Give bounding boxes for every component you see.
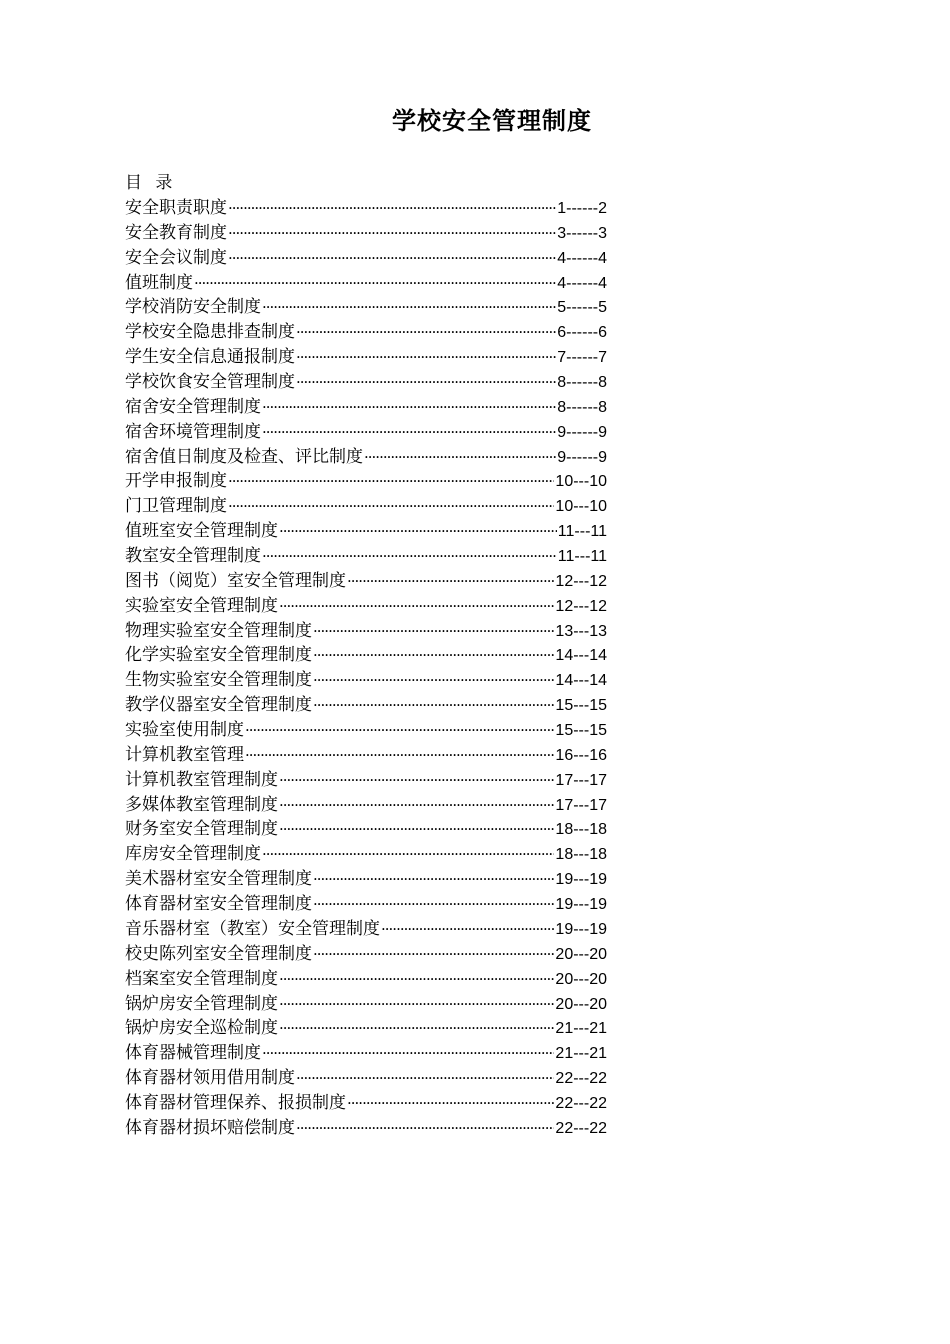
- toc-entry: [125, 494, 607, 519]
- toc-entry-pages: 8------8: [557, 374, 607, 392]
- toc-entry-label: 锅炉房安全巡检制度: [125, 1018, 278, 1039]
- toc-entry-pages: 19---19: [555, 871, 607, 889]
- toc-entry-label: 体育器材管理保养、报损制度: [125, 1092, 346, 1113]
- toc-entry-label: 实验室使用制度: [125, 720, 244, 741]
- toc-entry-label: 体育器械管理制度: [125, 1043, 261, 1064]
- toc-dot-leader: [296, 1066, 554, 1091]
- toc-entry-label: 图书（阅览）室安全管理制度: [125, 570, 346, 591]
- toc-dot-leader: [245, 743, 554, 768]
- toc-entry-label: 美术器材室安全管理制度: [125, 869, 312, 890]
- toc-entry-label: 库房安全管理制度: [125, 844, 261, 865]
- toc-entry-label: 教室安全管理制度: [125, 546, 261, 567]
- toc-entry-pages: 21---21: [555, 1020, 607, 1038]
- toc-entry-label: 多媒体教室管理制度: [125, 794, 278, 815]
- document-title: 学校安全管理制度: [392, 107, 592, 135]
- toc-entry-pages: 10---10: [555, 473, 607, 491]
- toc-entry: [125, 817, 607, 842]
- toc-entry: [125, 743, 607, 768]
- toc-dot-leader: [381, 917, 554, 942]
- toc-entry-label: 学生安全信息通报制度: [125, 347, 295, 368]
- toc-entry-pages: 6------6: [557, 324, 607, 342]
- toc-entry-pages: 5------5: [557, 299, 607, 317]
- toc-entry: [125, 395, 607, 420]
- toc-entry: [125, 992, 607, 1017]
- toc-entry-label: 学校消防安全制度: [125, 297, 261, 318]
- toc-dot-leader: [262, 544, 557, 569]
- toc-dot-leader: [194, 271, 556, 296]
- toc-entry-label: 档案室安全管理制度: [125, 968, 278, 989]
- toc-dot-leader: [313, 693, 554, 718]
- toc-entry-pages: 18---18: [555, 821, 607, 839]
- toc-dot-leader: [296, 345, 556, 370]
- toc-entry-label: 教学仪器室安全管理制度: [125, 695, 312, 716]
- toc-entry-label: 计算机教室管理: [125, 744, 244, 765]
- toc-entry-label: 生物实验室安全管理制度: [125, 670, 312, 691]
- toc-entry-pages: 20---20: [555, 970, 607, 988]
- toc-entry-pages: 12---12: [555, 572, 607, 590]
- toc-entry-pages: 17---17: [555, 771, 607, 789]
- toc-entry-pages: 22---22: [555, 1070, 607, 1088]
- toc-entry-pages: 3------3: [557, 224, 607, 242]
- toc-entry: [125, 519, 607, 544]
- toc-entry: [125, 469, 607, 494]
- toc-entry: [125, 221, 607, 246]
- toc-entry: [125, 1041, 607, 1066]
- toc-entry: [125, 867, 607, 892]
- toc-entry: [125, 544, 607, 569]
- toc-dot-leader: [262, 395, 556, 420]
- toc-entry-label: 值班制度: [125, 272, 193, 293]
- toc-entry-pages: 1------2: [557, 200, 607, 217]
- toc-entry: [125, 693, 607, 718]
- toc-entry: [125, 1091, 607, 1116]
- toc-dot-leader: [228, 246, 556, 271]
- toc-dot-leader: [279, 793, 554, 818]
- toc-dot-leader: [228, 494, 554, 519]
- table-of-contents: [125, 171, 607, 1141]
- toc-entry: [125, 643, 607, 668]
- toc-entry: [125, 271, 607, 296]
- toc-entry-label: 宿舍环境管理制度: [125, 421, 261, 442]
- toc-entry-pages: 14---14: [555, 672, 607, 690]
- toc-dot-leader: [279, 817, 554, 842]
- toc-entry: [125, 892, 607, 917]
- toc-entry: [125, 594, 607, 619]
- toc-entry-pages: 9------9: [557, 448, 607, 466]
- toc-dot-leader: [262, 295, 556, 320]
- toc-heading: 目 录: [125, 173, 177, 193]
- toc-entry-pages: 13---13: [555, 622, 607, 640]
- toc-dot-leader: [364, 445, 556, 470]
- toc-entry-pages: 22---22: [555, 1094, 607, 1112]
- toc-entry: [125, 196, 607, 221]
- toc-entry-pages: 21---21: [555, 1045, 607, 1063]
- toc-entry-pages: 15---15: [555, 722, 607, 740]
- toc-entry-pages: 20---20: [555, 995, 607, 1013]
- toc-entry-pages: 12---12: [555, 597, 607, 615]
- toc-entry-label: 安全会议制度: [125, 247, 227, 268]
- toc-entry: [125, 569, 607, 594]
- toc-entry-label: 体育器材领用借用制度: [125, 1068, 295, 1089]
- toc-entry-label: 校史陈列室安全管理制度: [125, 943, 312, 964]
- toc-entry-pages: 10---10: [555, 498, 607, 516]
- toc-entry: [125, 320, 607, 345]
- toc-entry-label: 开学申报制度: [125, 471, 227, 492]
- toc-entry: [125, 718, 607, 743]
- toc-entry-pages: 11---11: [557, 548, 607, 566]
- toc-entry-label: 宿舍值日制度及检查、评比制度: [125, 446, 363, 467]
- toc-dot-leader: [279, 519, 557, 544]
- toc-entry-label: 宿舍安全管理制度: [125, 396, 261, 417]
- toc-entry-pages: 22---22: [555, 1119, 607, 1137]
- toc-entry-pages: 15---15: [555, 697, 607, 715]
- toc-dot-leader: [313, 619, 554, 644]
- toc-entry-label: 门卫管理制度: [125, 496, 227, 517]
- toc-entry: [125, 967, 607, 992]
- toc-entry: [125, 793, 607, 818]
- toc-entry-label: 学校饮食安全管理制度: [125, 372, 295, 393]
- toc-dot-leader: [313, 892, 554, 917]
- toc-entry-label: 值班室安全管理制度: [125, 521, 278, 542]
- toc-entry-label: 体育器材室安全管理制度: [125, 894, 312, 915]
- toc-entry: [125, 345, 607, 370]
- toc-dot-leader: [228, 469, 554, 494]
- toc-dot-leader: [262, 1041, 554, 1066]
- toc-entry-pages: 14---14: [555, 647, 607, 665]
- toc-entry-label: 实验室安全管理制度: [125, 595, 278, 616]
- toc-dot-leader: [313, 942, 554, 967]
- toc-entry: [125, 917, 607, 942]
- toc-dot-leader: [347, 569, 554, 594]
- toc-dot-leader: [245, 718, 554, 743]
- toc-entry: [125, 370, 607, 395]
- toc-entry-label: 计算机教室管理制度: [125, 769, 278, 790]
- toc-entry-pages: 19---19: [555, 920, 607, 938]
- toc-entry: [125, 768, 607, 793]
- toc-entry-label: 化学实验室安全管理制度: [125, 645, 312, 666]
- toc-entry-pages: 4------4: [557, 249, 607, 267]
- toc-entry-label: 学校安全隐患排查制度: [125, 322, 295, 343]
- toc-entry-pages: 17---17: [555, 796, 607, 814]
- toc-dot-leader: [279, 594, 554, 619]
- toc-dot-leader: [313, 867, 554, 892]
- toc-entries: [125, 196, 607, 1141]
- toc-dot-leader: [279, 1016, 554, 1041]
- toc-entry-label: 音乐器材室（教室）安全管理制度: [125, 918, 380, 939]
- toc-entry: [125, 1116, 607, 1141]
- toc-dot-leader: [296, 1116, 554, 1141]
- toc-dot-leader: [279, 768, 554, 793]
- toc-entry-pages: 18---18: [555, 846, 607, 864]
- toc-entry-pages: 19---19: [555, 896, 607, 914]
- toc-entry: [125, 668, 607, 693]
- toc-dot-leader: [228, 196, 556, 221]
- toc-entry: [125, 1066, 607, 1091]
- toc-entry-label: 安全教育制度: [125, 222, 227, 243]
- toc-entry-pages: 20---20: [555, 945, 607, 963]
- toc-entry: [125, 942, 607, 967]
- toc-dot-leader: [262, 420, 556, 445]
- toc-entry-pages: 4------4: [557, 274, 607, 292]
- toc-dot-leader: [279, 992, 554, 1017]
- toc-entry: [125, 1016, 607, 1041]
- toc-entry-pages: 9------9: [557, 423, 607, 441]
- toc-dot-leader: [262, 842, 554, 867]
- toc-dot-leader: [296, 370, 556, 395]
- toc-entry: [125, 445, 607, 470]
- toc-dot-leader: [313, 668, 554, 693]
- toc-dot-leader: [347, 1091, 554, 1116]
- toc-entry-label: 财务室安全管理制度: [125, 819, 278, 840]
- toc-entry: [125, 619, 607, 644]
- toc-entry-pages: 16---16: [555, 746, 607, 764]
- toc-entry-pages: 8------8: [557, 398, 607, 416]
- toc-entry: [125, 246, 607, 271]
- toc-entry-pages: 7------7: [557, 349, 607, 367]
- toc-entry: [125, 295, 607, 320]
- toc-entry-label: 体育器材损坏赔偿制度: [125, 1117, 295, 1138]
- toc-entry-pages: 11---11: [557, 523, 607, 541]
- toc-entry: [125, 842, 607, 867]
- toc-dot-leader: [228, 221, 556, 246]
- toc-entry: [125, 420, 607, 445]
- toc-dot-leader: [296, 320, 556, 345]
- toc-entry-label: 安全职责职度: [125, 198, 227, 218]
- toc-entry-label: 物理实验室安全管理制度: [125, 620, 312, 641]
- toc-dot-leader: [313, 643, 554, 668]
- toc-dot-leader: [279, 967, 554, 992]
- toc-entry-label: 锅炉房安全管理制度: [125, 993, 278, 1014]
